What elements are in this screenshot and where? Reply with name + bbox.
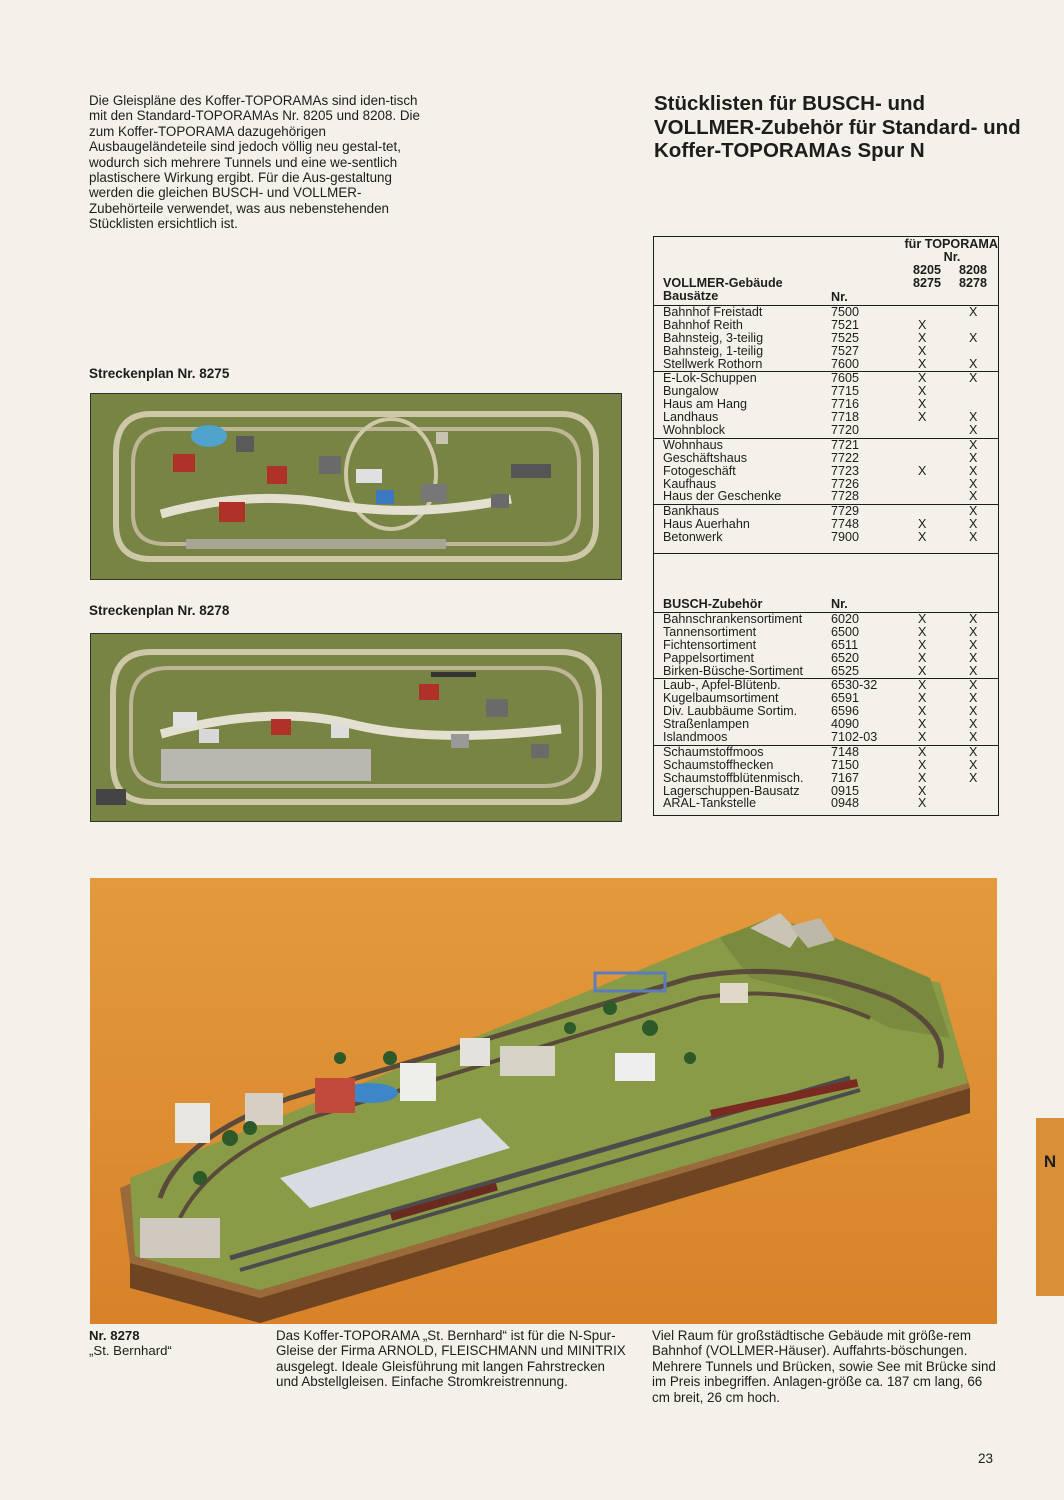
item-name: ARAL-Tankstelle — [663, 796, 757, 811]
table-header-nr: Nr. — [943, 249, 961, 264]
item-mark-col1: X — [918, 730, 927, 745]
item-name: Bahnsteig, 3-teilig — [663, 330, 764, 345]
item-mark-col1: X — [918, 397, 927, 412]
item-mark-col2: X — [969, 476, 978, 491]
item-name: Betonwerk — [663, 530, 723, 545]
item-number: 7729 — [831, 504, 860, 519]
item-number: 7102-03 — [831, 730, 878, 745]
item-number: 7527 — [831, 343, 860, 358]
item-mark-col2: X — [969, 305, 978, 319]
item-mark-col2: X — [969, 757, 978, 772]
item-mark-col2: X — [969, 612, 978, 626]
table-row — [654, 319, 998, 332]
busch-rows — [654, 612, 998, 811]
item-name: Birken-Büsche-Sortiment — [663, 663, 803, 678]
item-mark-col2: X — [969, 517, 978, 532]
item-mark-col1: X — [918, 744, 927, 759]
item-mark-col2: X — [969, 637, 978, 652]
item-mark-col1: X — [918, 678, 927, 693]
item-number: 4090 — [831, 717, 860, 732]
table-row — [654, 665, 998, 678]
item-name: Wohnhaus — [663, 437, 723, 452]
table-row — [654, 746, 998, 759]
item-name: Schaumstoffblütenmisch. — [663, 770, 804, 785]
item-mark-col2: X — [969, 437, 978, 452]
item-mark-col2: X — [969, 504, 978, 519]
item-name: Haus Auerhahn — [663, 517, 750, 532]
item-name: Wohnblock — [663, 423, 726, 438]
item-number: 7521 — [831, 317, 860, 332]
item-number: 7720 — [831, 423, 860, 438]
item-name: Islandmoos — [663, 730, 728, 745]
item-mark-col1: X — [918, 704, 927, 719]
busch-nr-header: Nr. — [831, 597, 848, 611]
item-number: 6500 — [831, 624, 860, 639]
item-name: Bungalow — [663, 384, 719, 399]
table-row — [654, 531, 998, 544]
item-name: Straßenlampen — [663, 717, 750, 732]
item-name: Div. Laubbäume Sortim. — [663, 704, 798, 719]
item-number: 7722 — [831, 450, 860, 465]
track-plan-8275-image — [90, 393, 622, 580]
item-number: 6511 — [831, 637, 859, 652]
layout-photo — [90, 878, 997, 1324]
item-number: 7716 — [831, 397, 860, 412]
item-mark-col2: X — [969, 663, 978, 678]
table-row — [654, 797, 998, 810]
item-number: 7600 — [831, 356, 860, 371]
vollmer-rows — [654, 305, 998, 545]
table-row — [654, 652, 998, 665]
item-mark-col2: X — [969, 489, 978, 504]
section-tab — [1036, 1118, 1064, 1296]
table-row — [654, 759, 998, 772]
item-number: 7148 — [831, 744, 860, 759]
item-number: 7900 — [831, 530, 860, 545]
item-mark-col2: X — [969, 691, 978, 706]
item-number: 6596 — [831, 704, 860, 719]
table-row — [654, 424, 998, 437]
plan-caption-8278: Streckenplan Nr. 8278 — [89, 603, 230, 618]
item-mark-col2: X — [969, 423, 978, 438]
item-name: Schaumstoffhecken — [663, 757, 774, 772]
item-number: 7605 — [831, 371, 860, 386]
item-number: 6525 — [831, 663, 860, 678]
table-row — [654, 332, 998, 345]
item-mark-col2: X — [969, 463, 978, 478]
item-name: Laub-, Apfel-Blütenb. — [663, 678, 781, 693]
busch-group — [654, 745, 998, 811]
item-mark-col2: X — [969, 410, 978, 425]
item-number: 7721 — [831, 437, 860, 452]
item-mark-col1: X — [918, 410, 927, 425]
item-mark-col2: X — [969, 356, 978, 371]
item-mark-col1: X — [918, 530, 927, 545]
item-mark-col1: X — [918, 717, 927, 732]
busch-group — [654, 678, 998, 744]
item-number: 6591 — [831, 691, 860, 706]
item-number: 7715 — [831, 384, 860, 399]
item-mark-col1: X — [918, 796, 927, 811]
item-number: 7728 — [831, 489, 860, 504]
track-plan-8278-image — [90, 633, 622, 822]
product-number: Nr. 8278 — [89, 1328, 140, 1343]
table-row — [654, 358, 998, 371]
item-number: 6520 — [831, 650, 860, 665]
item-number: 7150 — [831, 757, 860, 772]
col-header-8205: 8205 — [912, 263, 942, 277]
item-name: Geschäftshaus — [663, 450, 748, 465]
item-name: Tannensortiment — [663, 624, 757, 639]
item-mark-col2: X — [969, 624, 978, 639]
item-mark-col1: X — [918, 317, 927, 332]
table-row — [654, 626, 998, 639]
col-header-8275: 8275 — [912, 275, 942, 290]
item-mark-col1: X — [918, 612, 927, 626]
item-name: Bahnhof Reith — [663, 317, 743, 332]
item-mark-col2: X — [969, 730, 978, 745]
item-mark-col1: X — [918, 663, 927, 678]
section-tab-letter: N — [1043, 1152, 1057, 1171]
item-number: 7500 — [831, 305, 860, 319]
item-mark-col2: X — [969, 770, 978, 785]
table-row — [654, 345, 998, 358]
item-mark-col2: X — [969, 744, 978, 759]
table-row — [654, 439, 998, 452]
item-mark-col1: X — [918, 463, 927, 478]
item-mark-col1: X — [918, 624, 927, 639]
item-name: E-Lok-Schuppen — [663, 371, 757, 386]
item-number: 7723 — [831, 463, 860, 478]
item-name: Landhaus — [663, 410, 719, 425]
item-mark-col1: X — [918, 637, 927, 652]
item-mark-col2: X — [969, 704, 978, 719]
table-row — [654, 772, 998, 785]
item-number: 7167 — [831, 770, 860, 785]
item-mark-col2: X — [969, 450, 978, 465]
item-name: Bahnsteig, 1-teilig — [663, 343, 764, 358]
item-mark-col2: X — [969, 371, 978, 386]
item-name: Haus der Geschenke — [663, 489, 782, 504]
item-mark-col1: X — [918, 356, 927, 371]
table-row — [654, 731, 998, 744]
item-number: 7726 — [831, 476, 860, 491]
caption-description-2: Viel Raum für großstädtische Gebäude mit größe-rem Bahnhof (VOLLMER-Häuser). Auffahrts-böschungen. Mehrere Tunnels und Brücken, sowie See mit Brücke sind im Preis inbegriffen. Anlagen-größe ca. 187 cm lang, 66 cm breit, 26 cm hoch. — [652, 1328, 996, 1405]
item-number: 7748 — [831, 517, 860, 532]
caption-description-1: Das Koffer-TOPORAMA „St. Bernhard“ ist für die N-Spur-Gleise der Firma ARNOLD, FLEISCHMANN und MINITRIX ausgelegt. Ideale Gleisführung mit langen Fahrstrecken und Abstellgleisen. Einfache Stromkreistrennung. — [276, 1328, 626, 1390]
vollmer-nr-header: Nr. — [831, 290, 848, 304]
item-mark-col1: X — [918, 343, 927, 358]
table-row — [654, 639, 998, 652]
vollmer-group — [654, 305, 998, 371]
item-name: Bankhaus — [663, 504, 720, 519]
vollmer-subtitle: Bausätze — [663, 288, 719, 303]
item-mark-col2: X — [969, 530, 978, 545]
item-mark-col1: X — [918, 517, 927, 532]
table-row — [654, 613, 998, 626]
item-mark-col1: X — [918, 783, 927, 798]
item-number: 7525 — [831, 330, 860, 345]
col-header-8208: 8208 — [958, 263, 988, 277]
item-mark-col1: X — [918, 691, 927, 706]
item-name: Lagerschuppen-Bausatz — [663, 783, 800, 798]
item-mark-col1: X — [918, 757, 927, 772]
item-name: Fotogeschäft — [663, 463, 736, 478]
item-mark-col1: X — [918, 371, 927, 386]
table-row — [654, 452, 998, 465]
busch-title: BUSCH-Zubehör — [663, 597, 763, 611]
item-mark-col1: X — [918, 330, 927, 345]
intro-text: Die Gleispläne des Koffer-TOPORAMAs sind iden-tisch mit den Standard-TOPORAMAs Nr. 8205 und 8208. Die zum Koffer-TOPORAMA dazugehörigen Ausbaugeländeteile sind jedoch völlig neu gestal-tet, wodurch sich mehrere Tunnels und eine we-sentlich plastischere Wirkung ergibt. Für die Aus-gestaltung werden die gleichen BUSCH- und VOLLMER-Zubehörteile verwendet, was aus nebenstehenden Stücklisten ersichtlich ist. — [89, 93, 420, 232]
busch-parts-table — [653, 553, 999, 816]
vollmer-group — [654, 438, 998, 504]
item-number: 7718 — [831, 410, 860, 425]
item-name: Pappelsortiment — [663, 650, 755, 665]
item-number: 0948 — [831, 796, 860, 811]
item-number: 6020 — [831, 612, 860, 626]
table-row — [654, 306, 998, 319]
item-name: Kaufhaus — [663, 476, 717, 491]
table-row — [654, 490, 998, 503]
item-name: Bahnhof Freistadt — [663, 305, 763, 319]
item-name: Bahnschrankensortiment — [663, 612, 803, 626]
col-header-8278: 8278 — [958, 275, 988, 290]
item-name: Stellwerk Rothorn — [663, 356, 763, 371]
page-heading: Stücklisten für BUSCH- und VOLLMER-Zubehör für Standard- und Koffer-TOPORAMAs Spur N — [654, 92, 1021, 162]
item-number: 0915 — [831, 783, 860, 798]
vollmer-title: VOLLMER-Gebäude — [663, 276, 783, 290]
item-name: Fichtensortiment — [663, 637, 757, 652]
item-mark-col1: X — [918, 650, 927, 665]
item-number: 6530-32 — [831, 678, 878, 693]
product-name: „St. Bernhard“ — [89, 1343, 172, 1358]
item-mark-col2: X — [969, 678, 978, 693]
item-name: Haus am Hang — [663, 397, 747, 412]
page-number: 23 — [978, 1451, 994, 1466]
item-name: Schaumstoffmoos — [663, 744, 764, 759]
item-mark-col2: X — [969, 330, 978, 345]
busch-group — [654, 612, 998, 678]
vollmer-group — [654, 371, 998, 437]
table-row — [654, 465, 998, 478]
item-mark-col1: X — [918, 770, 927, 785]
plan-caption-8275: Streckenplan Nr. 8275 — [89, 366, 230, 381]
item-mark-col2: X — [969, 717, 978, 732]
vollmer-parts-table — [653, 236, 999, 554]
item-name: Kugelbaumsortiment — [663, 691, 779, 706]
vollmer-group — [654, 504, 998, 545]
item-mark-col2: X — [969, 650, 978, 665]
item-mark-col1: X — [918, 384, 927, 399]
table-header-fuer-toporama: für TOPORAMA — [904, 237, 998, 251]
